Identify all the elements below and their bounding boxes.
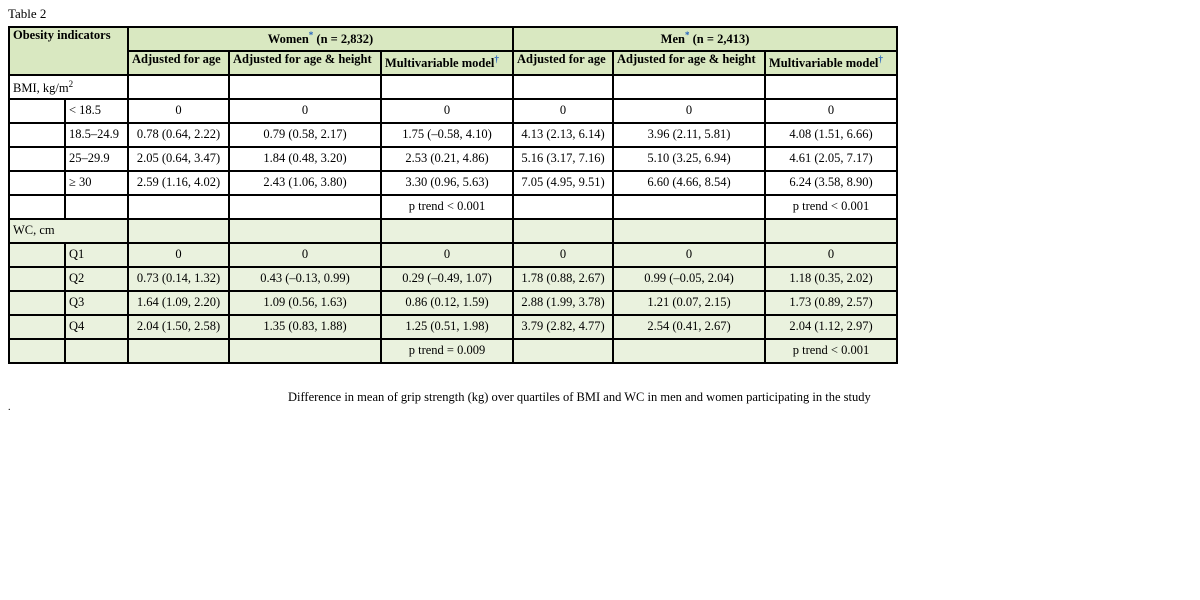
value-cell: 4.13 (2.13, 6.14)	[513, 123, 613, 147]
value-cell: 0	[381, 243, 513, 267]
indent-cell	[9, 171, 65, 195]
header-row-group	[9, 27, 897, 51]
value-cell: 0	[128, 243, 229, 267]
value-cell: 1.25 (0.51, 1.98)	[381, 315, 513, 339]
men-star: *	[684, 30, 690, 41]
women-adj-age-height-header: Adjusted for age & height	[229, 51, 381, 75]
indent-cell	[9, 243, 65, 267]
p-trend-cell: p trend < 0.001	[765, 195, 897, 219]
empty-cell	[229, 339, 381, 363]
results-table	[8, 26, 898, 364]
value-cell: 0	[513, 99, 613, 123]
value-cell: 5.10 (3.25, 6.94)	[613, 147, 765, 171]
value-cell: 0.29 (–0.49, 1.07)	[381, 267, 513, 291]
value-cell: 2.88 (1.99, 3.78)	[513, 291, 613, 315]
women-dagger: †	[494, 54, 499, 65]
men-group-header	[513, 27, 897, 51]
empty-cell	[613, 75, 765, 99]
table-row	[9, 267, 897, 291]
men-adj-age-height-header: Adjusted for age & height	[613, 51, 765, 75]
value-cell: 0	[381, 99, 513, 123]
women-label: Women	[267, 32, 309, 47]
value-cell: 1.09 (0.56, 1.63)	[229, 291, 381, 315]
category-cell: Q2	[65, 267, 128, 291]
category-cell: 25–29.9	[65, 147, 128, 171]
value-cell: 0	[229, 243, 381, 267]
value-cell: 1.64 (1.09, 2.20)	[128, 291, 229, 315]
value-cell: 0.78 (0.64, 2.22)	[128, 123, 229, 147]
value-cell: 1.21 (0.07, 2.15)	[613, 291, 765, 315]
section-name	[9, 75, 128, 99]
empty-cell	[128, 339, 229, 363]
value-cell: 6.60 (4.66, 8.54)	[613, 171, 765, 195]
value-cell: 0.86 (0.12, 1.59)	[381, 291, 513, 315]
value-cell: 3.96 (2.11, 5.81)	[613, 123, 765, 147]
empty-cell	[9, 339, 65, 363]
category-cell: Q3	[65, 291, 128, 315]
table-row	[9, 171, 897, 195]
table-body	[9, 75, 897, 363]
table-row	[9, 147, 897, 171]
empty-cell	[613, 195, 765, 219]
empty-cell	[613, 339, 765, 363]
category-cell: Q4	[65, 315, 128, 339]
men-dagger: †	[878, 54, 883, 65]
value-cell: 3.79 (2.82, 4.77)	[513, 315, 613, 339]
value-cell: 2.43 (1.06, 3.80)	[229, 171, 381, 195]
value-cell: 2.04 (1.50, 2.58)	[128, 315, 229, 339]
women-multivariable-label: Multivariable model	[385, 56, 495, 71]
category-cell: Q1	[65, 243, 128, 267]
value-cell: 6.24 (3.58, 8.90)	[765, 171, 897, 195]
value-cell: 4.61 (2.05, 7.17)	[765, 147, 897, 171]
empty-cell	[765, 75, 897, 99]
value-cell: 1.18 (0.35, 2.02)	[765, 267, 897, 291]
table-row	[9, 243, 897, 267]
empty-cell	[613, 219, 765, 243]
women-adj-age-header: Adjusted for age	[128, 51, 229, 75]
section-row	[9, 219, 897, 243]
women-star: *	[308, 30, 314, 41]
value-cell: 0.99 (–0.05, 2.04)	[613, 267, 765, 291]
value-cell: 7.05 (4.95, 9.51)	[513, 171, 613, 195]
value-cell: 5.16 (3.17, 7.16)	[513, 147, 613, 171]
table-row	[9, 315, 897, 339]
value-cell: 0	[765, 243, 897, 267]
value-cell: 1.84 (0.48, 3.20)	[229, 147, 381, 171]
value-cell: 0.73 (0.14, 1.32)	[128, 267, 229, 291]
p-trend-cell: p trend < 0.001	[381, 195, 513, 219]
value-cell: 0	[128, 99, 229, 123]
table-row	[9, 99, 897, 123]
value-cell: 1.35 (0.83, 1.88)	[229, 315, 381, 339]
table-caption: Difference in mean of grip strength (kg) over quartiles of BMI and WC in men and women participating in the study	[288, 390, 871, 404]
category-cell: < 18.5	[65, 99, 128, 123]
indent-cell	[9, 123, 65, 147]
empty-cell	[513, 219, 613, 243]
women-n: (n = 2,832)	[313, 32, 374, 47]
value-cell: 0	[765, 99, 897, 123]
women-multivariable-header	[381, 51, 513, 75]
section-name	[9, 219, 128, 243]
indent-cell	[9, 267, 65, 291]
indent-cell	[9, 315, 65, 339]
value-cell: 0	[229, 99, 381, 123]
value-cell: 0	[513, 243, 613, 267]
empty-cell	[229, 219, 381, 243]
indent-cell	[9, 147, 65, 171]
value-cell: 0	[613, 99, 765, 123]
value-cell: 0	[613, 243, 765, 267]
table-label: Table 2	[8, 6, 47, 21]
table-row	[9, 291, 897, 315]
men-n: (n = 2,413)	[689, 32, 750, 47]
table-row	[9, 123, 897, 147]
trend-row	[9, 195, 897, 219]
category-cell: ≥ 30	[65, 171, 128, 195]
value-cell: 4.08 (1.51, 6.66)	[765, 123, 897, 147]
p-trend-cell: p trend < 0.001	[765, 339, 897, 363]
value-cell: 1.73 (0.89, 2.57)	[765, 291, 897, 315]
value-cell: 2.04 (1.12, 2.97)	[765, 315, 897, 339]
value-cell: 0.79 (0.58, 2.17)	[229, 123, 381, 147]
section-row	[9, 75, 897, 99]
empty-cell	[765, 219, 897, 243]
category-cell: 18.5–24.9	[65, 123, 128, 147]
empty-cell	[128, 219, 229, 243]
section-name-superscript: 2	[68, 79, 74, 89]
value-cell: 2.05 (0.64, 3.47)	[128, 147, 229, 171]
empty-cell	[128, 195, 229, 219]
indent-cell	[9, 99, 65, 123]
value-cell: 1.78 (0.88, 2.67)	[513, 267, 613, 291]
men-adj-age-header: Adjusted for age	[513, 51, 613, 75]
empty-cell	[381, 75, 513, 99]
empty-cell	[513, 339, 613, 363]
empty-cell	[128, 75, 229, 99]
empty-cell	[65, 195, 128, 219]
p-trend-cell: p trend = 0.009	[381, 339, 513, 363]
value-cell: 2.54 (0.41, 2.67)	[613, 315, 765, 339]
value-cell: 2.53 (0.21, 4.86)	[381, 147, 513, 171]
value-cell: 0.43 (–0.13, 0.99)	[229, 267, 381, 291]
empty-cell	[9, 195, 65, 219]
empty-cell	[229, 195, 381, 219]
indent-cell	[9, 291, 65, 315]
empty-cell	[513, 75, 613, 99]
empty-cell	[65, 339, 128, 363]
section-name-text: BMI, kg/m	[13, 81, 69, 96]
header-row-models	[9, 51, 897, 75]
empty-cell	[229, 75, 381, 99]
value-cell: 3.30 (0.96, 5.63)	[381, 171, 513, 195]
men-multivariable-header	[765, 51, 897, 75]
section-name-text: WC, cm	[13, 223, 55, 237]
men-multivariable-label: Multivariable model	[769, 56, 879, 71]
value-cell: 2.59 (1.16, 4.02)	[128, 171, 229, 195]
empty-cell	[513, 195, 613, 219]
value-cell: 1.75 (–0.58, 4.10)	[381, 123, 513, 147]
men-label: Men	[660, 32, 685, 47]
trend-row	[9, 339, 897, 363]
empty-cell	[381, 219, 513, 243]
footnote-dot: .	[8, 402, 11, 413]
women-group-header	[128, 27, 513, 51]
obesity-indicators-header: Obesity indicators	[9, 27, 128, 75]
